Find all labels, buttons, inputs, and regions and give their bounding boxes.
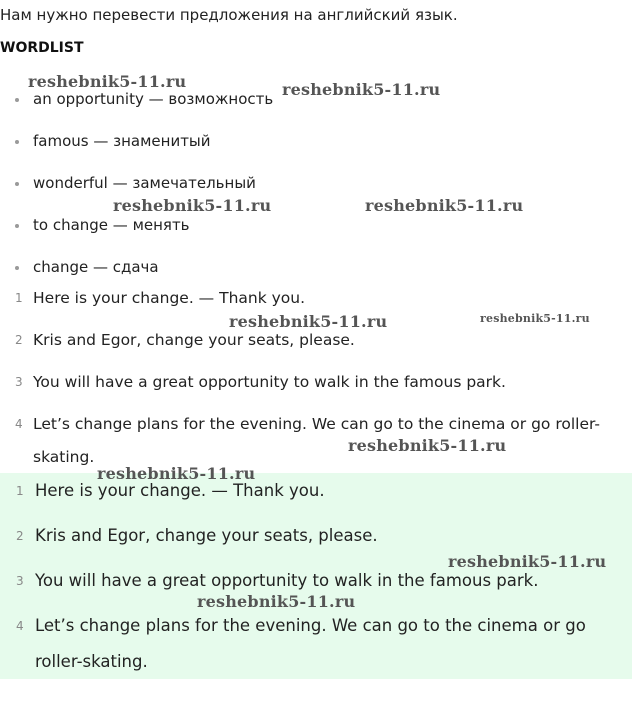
exercise-item-text: Kris and Egor, change your seats, please. [33, 331, 355, 349]
item-number: 4 [16, 619, 24, 633]
answer-item-text: Let’s change plans for the evening. We can go to the cinema or go roller-skating. [35, 616, 586, 671]
answer-item-text: You will have a great opportunity to walk in the famous park. [35, 571, 539, 590]
watermark: reshebnik5-11.ru [282, 80, 441, 99]
exercise-item [15, 282, 613, 315]
watermark: reshebnik5-11.ru [365, 196, 524, 215]
wordlist-heading: WORDLIST [0, 40, 84, 56]
bullet-icon [15, 140, 19, 144]
bullet-icon [15, 224, 19, 228]
wordlist-item [33, 132, 211, 150]
wordlist-item [33, 258, 159, 276]
watermark: reshebnik5-11.ru [113, 196, 272, 215]
answer-item-text: Here is your change. — Thank you. [35, 481, 325, 500]
wordlist-item [33, 90, 273, 108]
exercise-item-text: Here is your change. — Thank you. [33, 289, 306, 307]
intro-text: Нам нужно перевести предложения на английский язык. [0, 6, 458, 24]
item-number: 1 [16, 484, 24, 498]
exercise-item-text: Let’s change plans for the evening. We can go to the cinema or go roller-skating. [33, 415, 600, 466]
item-number: 2 [16, 529, 24, 543]
watermark: reshebnik5-11.ru [197, 592, 356, 611]
watermark: reshebnik5-11.ru [348, 436, 507, 455]
bullet-icon [15, 98, 19, 102]
item-number: 4 [15, 417, 23, 431]
wordlist-item-text: to change — менять [33, 216, 190, 234]
wordlist-item-text: wonderful — замечательный [33, 174, 256, 192]
exercise-item [15, 366, 613, 399]
item-number: 3 [16, 574, 24, 588]
watermark: reshebnik5-11.ru [97, 464, 256, 483]
watermark: reshebnik5-11.ru [28, 72, 187, 91]
watermark: reshebnik5-11.ru [229, 312, 388, 331]
answer-item [16, 518, 632, 554]
wordlist-item-text: an opportunity — возможность [33, 90, 274, 108]
item-number: 2 [15, 333, 23, 347]
wordlist-item [33, 174, 256, 192]
watermark: reshebnik5-11.ru [448, 552, 607, 571]
bullet-icon [15, 266, 19, 270]
answer-item-text: Kris and Egor, change your seats, please. [35, 526, 378, 545]
exercise-item-text: You will have a great opportunity to walk in the famous park. [33, 373, 506, 391]
item-number: 1 [15, 291, 23, 305]
answer-item [16, 608, 632, 680]
item-number: 3 [15, 375, 23, 389]
bullet-icon [15, 182, 19, 186]
wordlist-item [33, 216, 190, 234]
wordlist-item-text: famous — знаменитый [33, 132, 211, 150]
watermark: reshebnik5-11.ru [480, 312, 590, 325]
wordlist-item-text: change — сдача [33, 258, 159, 276]
